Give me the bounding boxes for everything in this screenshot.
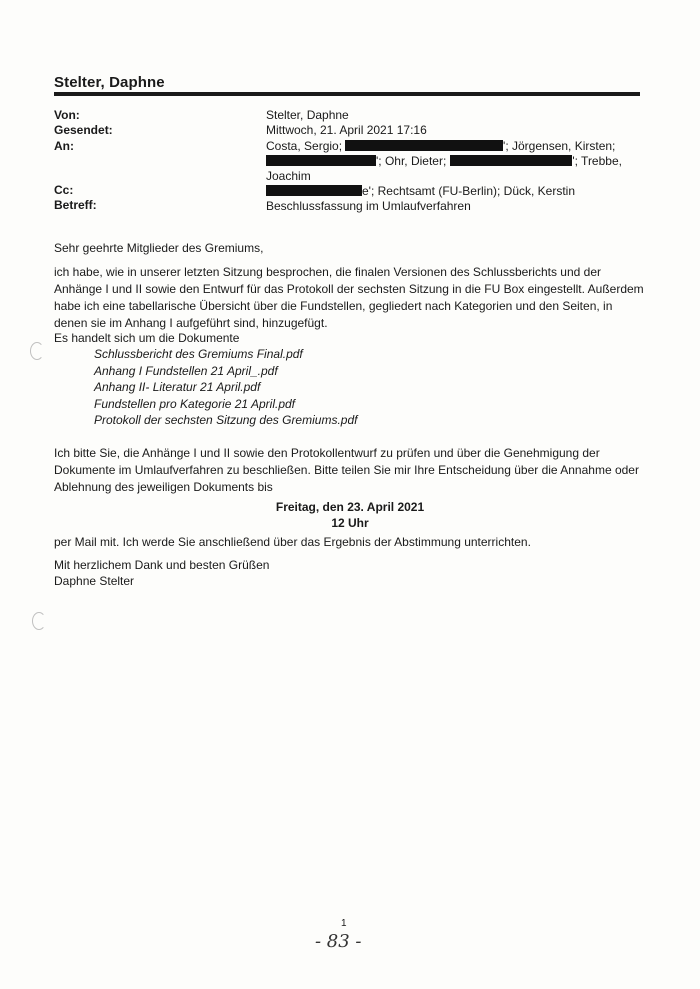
document-list: [94, 346, 357, 429]
document-item: Fundstellen pro Kategorie 21 April.pdf: [94, 396, 296, 411]
to-recipient-joergensen: '; Jörgensen, Kirsten;: [503, 139, 616, 153]
punch-hole-mark: [32, 612, 46, 630]
greeting: Sehr geehrte Mitglieder des Gremiums,: [54, 241, 264, 255]
sent-value: Mittwoch, 21. April 2021 17:16: [266, 123, 427, 137]
cc-recipients: e'; Rechtsamt (FU-Berlin); Dück, Kerstin: [362, 184, 576, 198]
handwritten-page-number: - 83 -: [315, 931, 362, 952]
redaction-bar: [266, 155, 376, 166]
label-cc: Cc:: [54, 183, 74, 197]
documents-intro: Es handelt sich um die Dokumente: [54, 331, 240, 345]
to-line-3: Joachim: [266, 169, 311, 183]
document-item: Anhang II- Literatur 21 April.pdf: [94, 380, 261, 394]
closing: Mit herzlichem Dank und besten Grüßen: [54, 558, 270, 572]
sender-name: Stelter, Daphne: [54, 74, 165, 91]
from-value: Stelter, Daphne: [266, 108, 349, 122]
redaction-bar: [345, 140, 503, 151]
label-sent: Gesendet:: [54, 123, 113, 137]
document-item: Schlussbericht des Gremiums Final.pdf: [94, 347, 303, 361]
label-from: Von:: [54, 108, 80, 122]
redaction-bar: [450, 155, 572, 166]
document-item: Anhang I Fundstellen 21 April_.pdf: [94, 363, 278, 378]
paragraph-1: ich habe, wie in unserer letzten Sitzung besprochen, die finalen Versionen des Schlussberichts und der Anhänge I und II sowie den Entwurf für das Protokoll der sechsten Sitzung in die FU Box eingestellt. Außerdem habe ich eine tabellarische Übersicht über die Fundstellen, gegliedert nach Kategorien und den Seiten, in denen sie im Anhang I aufgeführt sind, hinzugefügt.: [54, 265, 644, 330]
document-item: Protokoll der sechsten Sitzung des Gremiums.pdf: [94, 413, 358, 427]
deadline-time: 12 Uhr: [331, 516, 369, 530]
paragraph-3: per Mail mit. Ich werde Sie anschließend über das Ergebnis der Abstimmung unterrichten.: [54, 535, 531, 549]
to-recipient-trebbe: '; Trebbe,: [572, 154, 622, 168]
page-number: 1: [341, 918, 347, 929]
paragraph-2: Ich bitte Sie, die Anhänge I und II sowie den Protokollentwurf zu prüfen und über die Genehmigung der Dokumente im Umlaufverfahren zu beschließen. Bitte teilen Sie mir Ihre Entscheidung über die Annahme oder Ablehnung des jeweiligen Dokuments bis: [54, 446, 639, 494]
redaction-bar: [266, 185, 362, 196]
subject-value: Beschlussfassung im Umlaufverfahren: [266, 199, 471, 213]
to-recipient-costa: Costa, Sergio;: [266, 139, 343, 153]
label-subject: Betreff:: [54, 198, 97, 212]
to-line-2: [266, 153, 646, 169]
deadline-date: Freitag, den 23. April 2021: [275, 500, 425, 514]
cc-value: [266, 183, 646, 199]
label-to: An:: [54, 139, 74, 153]
signature: Daphne Stelter: [54, 574, 135, 588]
header-divider: [54, 92, 640, 96]
to-line-1: [266, 138, 646, 154]
to-recipient-ohr: '; Ohr, Dieter;: [376, 154, 447, 168]
punch-hole-mark: [30, 342, 44, 360]
